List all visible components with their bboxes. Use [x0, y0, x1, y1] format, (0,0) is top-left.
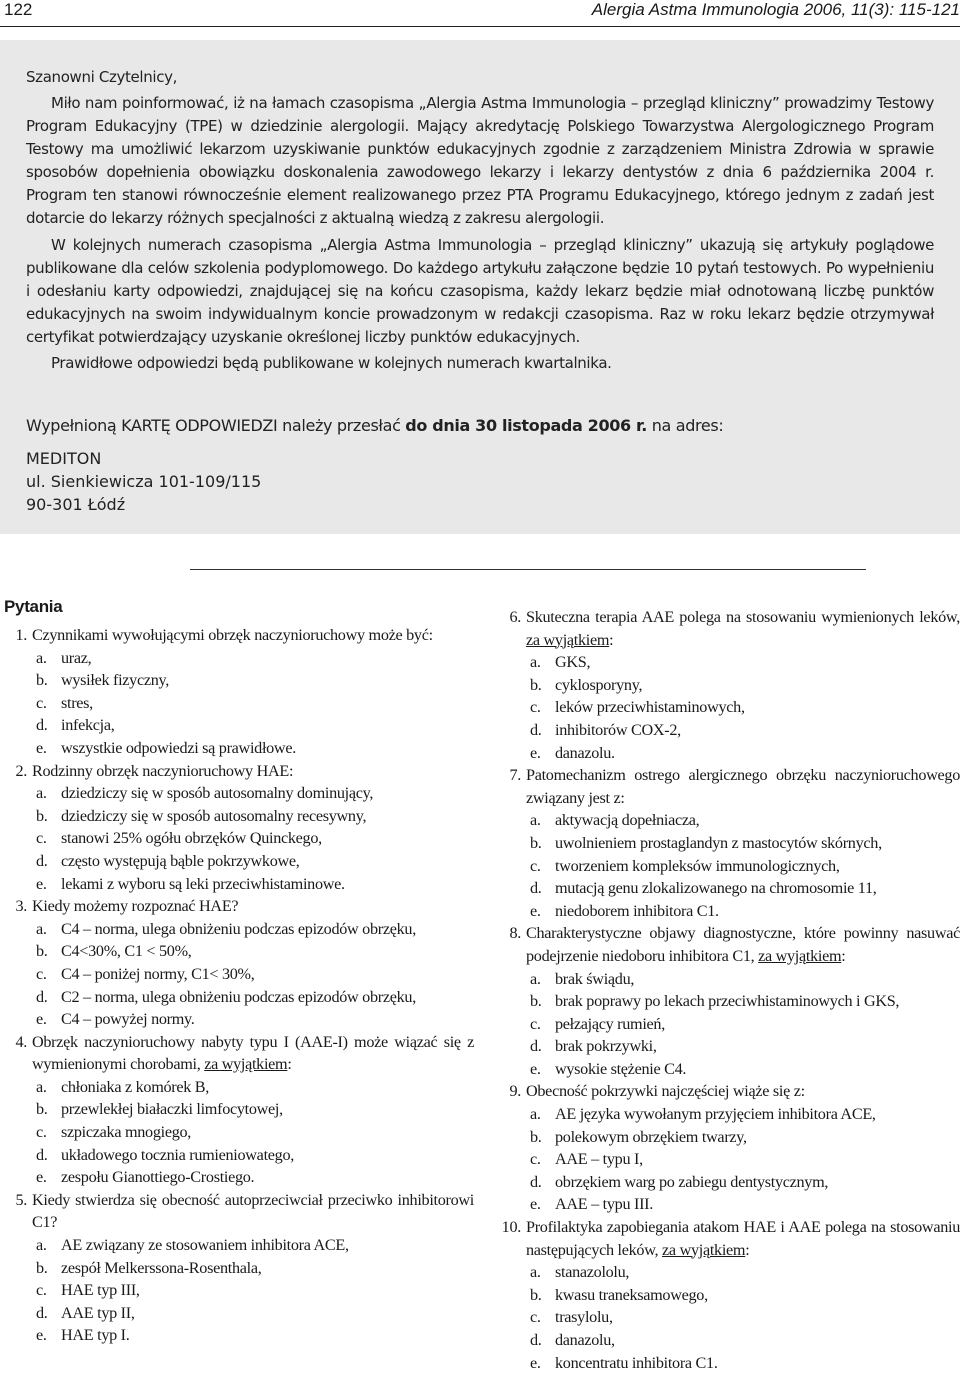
option-text: uwolnieniem prostaglandyn z mastocytów skórnych,: [555, 833, 882, 852]
address-line-1: MEDITON: [26, 449, 102, 468]
option-text: HAE typ III,: [61, 1281, 140, 1300]
answer-option: [36, 737, 474, 760]
question-text: Rodzinny obrzęk naczynioruchowy HAE:: [32, 761, 294, 780]
answer-option: [36, 1166, 474, 1189]
answer-option: [36, 1076, 474, 1099]
option-letter: d.: [530, 720, 542, 739]
salutation: Szanowni Czytelnicy,: [26, 68, 178, 86]
option-text: AAE typ II,: [61, 1303, 135, 1322]
option-text: tworzeniem kompleksów immunologicznych,: [555, 856, 840, 875]
answer-option: [530, 1126, 960, 1149]
option-text: AE języka wywołanym przyjęciem inhibitora ACE,: [555, 1105, 876, 1124]
question-text: Profilaktyka zapobiegania atakom HAE i AAE polega na stosowaniu następujących leków, za wyjątkiem:: [526, 1218, 960, 1259]
option-text: koncentratu inhibitora C1.: [555, 1353, 718, 1372]
option-letter: b.: [530, 1127, 542, 1146]
question: [4, 1031, 474, 1189]
option-text: mutacją genu zlokalizowanego na chromosomie 11,: [555, 879, 877, 898]
answer-option: [530, 1103, 960, 1126]
answer-option: [530, 877, 960, 900]
question-number: 3.: [15, 897, 27, 916]
deadline-suffix: na adres:: [647, 416, 724, 435]
questions-right-column: [498, 606, 960, 1374]
question-number: 10.: [501, 1218, 521, 1237]
option-letter: d.: [36, 987, 48, 1006]
option-letter: d.: [530, 1037, 542, 1056]
question: [498, 1080, 960, 1216]
option-text: stanowi 25% ogółu obrzęków Quinckego,: [61, 829, 322, 848]
question-text: Czynnikami wywołującymi obrzęk naczynioruchowy może być:: [32, 626, 433, 644]
option-text: C4 – powyżej normy.: [61, 1010, 195, 1029]
answer-option: [530, 832, 960, 855]
option-text: HAE typ I.: [61, 1326, 130, 1345]
answer-option: [530, 809, 960, 832]
option-text: polekowym obrzękiem twarzy,: [555, 1127, 747, 1146]
option-letter: a.: [530, 653, 541, 672]
answer-option: [36, 827, 474, 850]
answer-option: [530, 968, 960, 991]
journal-citation: Alergia Astma Immunologia 2006, 11(3): 115-121: [591, 0, 960, 19]
option-letter: a.: [530, 1105, 541, 1124]
option-text: danazolu.: [555, 743, 615, 762]
deadline-prefix: Wypełnioną KARTĘ ODPOWIEDZI należy przesłać: [26, 416, 406, 435]
answer-option: [36, 963, 474, 986]
option-letter: e.: [530, 901, 541, 920]
option-text: stanazololu,: [555, 1263, 630, 1282]
option-letter: b.: [36, 1258, 48, 1277]
answer-option: [36, 850, 474, 873]
option-letter: e.: [530, 743, 541, 762]
answer-option: [36, 1098, 474, 1121]
address-line-2: ul. Sienkiewicza 101-109/115: [26, 472, 262, 491]
option-text: niedoborem inhibitora C1.: [555, 901, 719, 920]
option-letter: c.: [36, 829, 47, 848]
option-letter: e.: [36, 1168, 47, 1187]
answer-option: [530, 696, 960, 719]
option-text: C4 – norma, ulega obniżeniu podczas epizodów obrzęku,: [61, 919, 416, 938]
question-text: Skuteczna terapia AAE polega na stosowaniu wymienionych leków, za wyjątkiem:: [526, 608, 960, 649]
answer-option: [36, 782, 474, 805]
section-title: Pytania: [4, 597, 63, 616]
option-text: obrzękiem warg po zabiegu dentystycznym,: [555, 1172, 829, 1191]
option-text: dziedziczy się w sposób autosomalny recesywny,: [61, 806, 367, 825]
answer-option: [36, 1279, 474, 1302]
question-text: Kiedy możemy rozpoznać HAE?: [32, 897, 239, 916]
question-list-left: [4, 624, 474, 1347]
question: [4, 895, 474, 1031]
answer-option: [530, 990, 960, 1013]
option-text: C4 – poniżej normy, C1< 30%,: [61, 964, 255, 983]
option-text: brak pokrzywki,: [555, 1037, 657, 1056]
option-letter: d.: [530, 1331, 542, 1349]
answer-option: [530, 674, 960, 697]
answer-option: [36, 1257, 474, 1280]
answer-option: [36, 873, 474, 896]
option-text: danazolu,: [555, 1331, 615, 1349]
option-text: wysokie stężenie C4.: [555, 1059, 687, 1078]
question-text: Obecność pokrzywki najczęściej wiąże się z:: [526, 1082, 805, 1101]
answer-option: [36, 1008, 474, 1031]
answer-option: [530, 1284, 960, 1307]
question-text: Kiedy stwierdza się obecność autoprzeciwciał przeciwko inhibitorowi C1?: [32, 1190, 474, 1232]
option-letter: e.: [36, 874, 47, 893]
answer-option: [530, 651, 960, 674]
answer-option: [530, 1329, 960, 1352]
option-text: cyklosporyny,: [555, 675, 643, 694]
option-letter: e.: [36, 1010, 47, 1029]
deadline-notice: [26, 414, 934, 437]
option-text: leków przeciwhistaminowych,: [555, 698, 745, 717]
answer-option: [36, 1302, 474, 1325]
option-text: stres,: [61, 693, 93, 712]
option-text: lekami z wyboru są leki przeciwhistaminowe.: [61, 874, 345, 893]
option-text: uraz,: [61, 648, 92, 667]
question-text: Obrzęk naczynioruchowy nabyty typu I (AAE-I) może wiązać się z wymienionymi chorobami, za wyjątkiem:: [32, 1032, 474, 1074]
option-text: pełzający rumień,: [555, 1014, 665, 1033]
option-text: przewlekłej białaczki limfocytowej,: [61, 1100, 283, 1119]
option-letter: e.: [36, 1326, 47, 1345]
intro-box: [0, 40, 960, 534]
option-text: AAE – typu III.: [555, 1195, 653, 1214]
page-header: [0, 0, 960, 27]
answer-option: [530, 1148, 960, 1171]
option-letter: d.: [36, 851, 48, 870]
option-text: zespołu Gianottiego-Crostiego.: [61, 1168, 255, 1187]
option-letter: c.: [530, 698, 541, 717]
option-letter: a.: [36, 1236, 47, 1255]
option-text: zespół Melkerssona-Rosenthala,: [61, 1258, 262, 1277]
intro-paragraph-3: Prawidłowe odpowiedzi będą publikowane w kolejnych numerach kwartalnika.: [51, 354, 612, 372]
question-list-right: [498, 606, 960, 1374]
question: [498, 764, 960, 922]
option-letter: b.: [36, 806, 48, 825]
option-text: dziedziczy się w sposób autosomalny dominujący,: [61, 784, 374, 803]
option-letter: a.: [530, 969, 541, 988]
option-letter: c.: [530, 1308, 541, 1327]
option-letter: d.: [530, 879, 542, 898]
answer-option: [530, 855, 960, 878]
option-letter: c.: [530, 856, 541, 875]
option-letter: b.: [36, 1100, 48, 1119]
answer-option: [530, 1261, 960, 1284]
option-text: trasylolu,: [555, 1308, 613, 1327]
answer-option: [530, 1013, 960, 1036]
deadline-date: do dnia 30 listopada 2006 r.: [405, 416, 648, 435]
page-number: 122: [4, 0, 33, 19]
question: [498, 606, 960, 764]
option-letter: b.: [36, 671, 48, 690]
option-letter: a.: [530, 811, 541, 830]
option-text: szpiczaka mnogiego,: [61, 1123, 192, 1142]
address-line-3: 90-301 Łódź: [26, 495, 126, 514]
answer-option: [36, 692, 474, 715]
option-text: AAE – typu I,: [555, 1150, 643, 1169]
option-letter: d.: [36, 1145, 48, 1164]
option-text: kwasu traneksamowego,: [555, 1285, 708, 1304]
answer-option: [530, 1035, 960, 1058]
question-text: Patomechanizm ostrego alergicznego obrzęku naczynioruchowego związany jest z:: [526, 766, 960, 807]
option-letter: c.: [36, 1281, 47, 1300]
option-text: GKS,: [555, 653, 591, 672]
answer-option: [36, 1234, 474, 1257]
answer-option: [36, 940, 474, 963]
answer-option: [36, 1324, 474, 1347]
answer-option: [36, 669, 474, 692]
option-text: C2 – norma, ulega obniżeniu podczas epizodów obrzęku,: [61, 987, 416, 1006]
option-letter: b.: [530, 675, 542, 694]
answer-option: [36, 805, 474, 828]
option-letter: c.: [36, 693, 47, 712]
question-text: Charakterystyczne objawy diagnostyczne, które powinny nasuwać podejrzenie niedoboru inhibitora C1, za wyjątkiem:: [526, 924, 960, 965]
answer-option: [530, 900, 960, 923]
option-letter: d.: [36, 716, 48, 735]
option-text: aktywacją dopełniacza,: [555, 811, 700, 830]
option-letter: e.: [530, 1195, 541, 1214]
option-text: układowego tocznia rumieniowatego,: [61, 1145, 294, 1164]
option-letter: a.: [36, 919, 47, 938]
divider: [190, 569, 866, 570]
option-letter: b.: [530, 992, 542, 1011]
option-letter: c.: [36, 1123, 47, 1142]
answer-option: [530, 1171, 960, 1194]
answer-option: [530, 1058, 960, 1081]
answer-option: [36, 714, 474, 737]
intro-paragraph-2: W kolejnych numerach czasopisma „Alergia Astma Immunologia – przegląd kliniczny” ukazują się artykuły poglądowe publikowane dla celów szkolenia podyplomowego. Do każdego artykułu załączone będzie 10 pytań testowych. Po wypełnieniu i odesłaniu karty odpowiedzi, znajdującej się na końcu czasopisma, każdy lekarz będzie miał odnotowaną liczbę punktów edukacyjnych na swoim indywidualnym koncie prowadzonym w redakcji czasopisma. Raz w roku lekarz będzie otrzymywał certyfikat potwierdzający uzyskanie określonej liczby punktów edukacyjnych.: [26, 236, 934, 346]
questions-left-column: [4, 596, 474, 1347]
answer-option: [36, 1144, 474, 1167]
option-letter: d.: [36, 1303, 48, 1322]
option-letter: a.: [36, 784, 47, 803]
question-number: 7.: [509, 766, 521, 785]
option-text: brak świądu,: [555, 969, 635, 988]
answer-option: [530, 1306, 960, 1329]
option-text: wszystkie odpowiedzi są prawidłowe.: [61, 738, 296, 757]
option-text: infekcja,: [61, 716, 115, 735]
answer-option: [530, 742, 960, 765]
answer-option: [530, 719, 960, 742]
option-text: AE związany ze stosowaniem inhibitora ACE,: [61, 1236, 349, 1255]
option-text: C4<30%, C1 < 50%,: [61, 942, 192, 961]
option-text: inhibitorów COX-2,: [555, 720, 681, 739]
option-letter: b.: [530, 1285, 542, 1304]
option-letter: c.: [530, 1014, 541, 1033]
option-text: chłoniaka z komórek B,: [61, 1077, 210, 1096]
answer-option: [530, 1193, 960, 1216]
question: [498, 922, 960, 1080]
option-text: brak poprawy po lekach przeciwhistaminowych i GKS,: [555, 992, 900, 1011]
question-number: 6.: [509, 608, 521, 626]
question-number: 9.: [509, 1082, 521, 1101]
question-number: 8.: [509, 924, 521, 943]
option-letter: e.: [530, 1059, 541, 1078]
option-letter: a.: [530, 1263, 541, 1282]
question: [4, 1189, 474, 1347]
question-number: 1.: [15, 626, 27, 644]
option-letter: e.: [530, 1353, 541, 1372]
option-text: często występują bąble pokrzywkowe,: [61, 851, 300, 870]
answer-option: [36, 647, 474, 670]
option-letter: e.: [36, 738, 47, 757]
answer-option: [36, 1121, 474, 1144]
option-letter: c.: [530, 1150, 541, 1169]
answer-option: [36, 986, 474, 1009]
question-number: 4.: [15, 1032, 27, 1051]
question: [498, 1216, 960, 1374]
question-number: 2.: [15, 761, 27, 780]
answer-option: [36, 918, 474, 941]
option-letter: c.: [36, 964, 47, 983]
question: [4, 760, 474, 896]
option-letter: a.: [36, 1077, 47, 1096]
answer-option: [530, 1352, 960, 1375]
option-letter: b.: [530, 833, 542, 852]
option-text: wysiłek fizyczny,: [61, 671, 170, 690]
question: [4, 624, 474, 760]
option-letter: a.: [36, 648, 47, 667]
mailing-address: [26, 447, 934, 516]
option-letter: b.: [36, 942, 48, 961]
intro-paragraph-1: Miło nam poinformować, iż na łamach czasopisma „Alergia Astma Immunologia – przegląd kliniczny” prowadzimy Testowy Program Edukacyjny (TPE) w dziedzinie alergologii. Mający akredytację Polskiego Towarzystwa Alergologicznego Program Testowy ma umożliwić lekarzom uzyskiwanie punktów edukacyjnych zgodnie z zarządzeniem Ministra Zdrowia w sprawie sposobów dopełnienia obowiązku doskonalenia zawodowego lekarzy i lekarzy dentystów z dnia 6 października 2004 r. Program ten stanowi równocześnie element realizowanego przez PTA Programu Edukacyjnego, którego jednym z zadań jest dotarcie do lekarzy różnych specjalności z aktualną wiedzą z zakresu alergologii.: [26, 94, 934, 227]
option-letter: d.: [530, 1172, 542, 1191]
question-number: 5.: [15, 1190, 27, 1209]
